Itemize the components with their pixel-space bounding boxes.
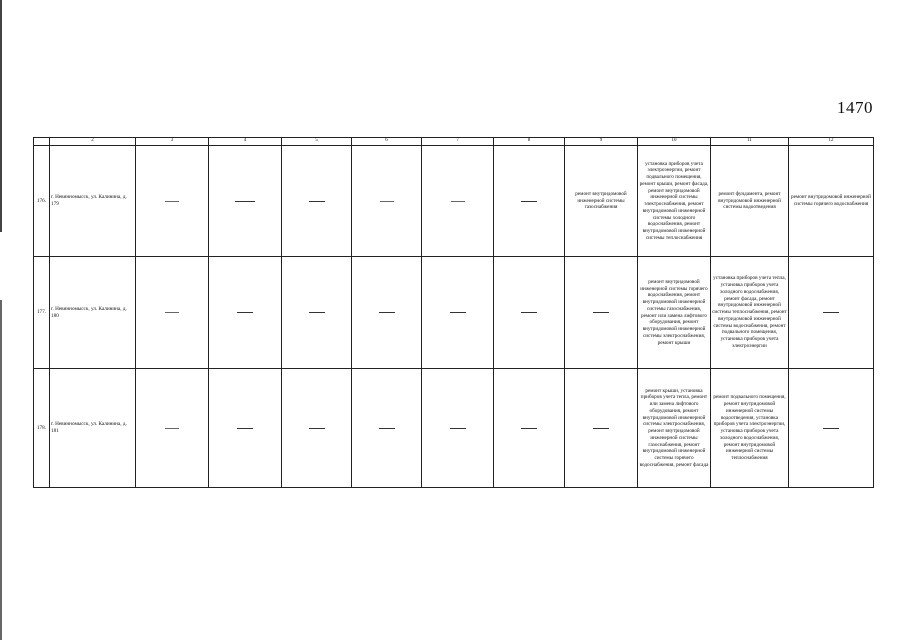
dash-mark <box>237 428 253 429</box>
empty-dash-cell <box>136 257 209 369</box>
row-number: 176. <box>34 146 50 257</box>
column-number: 9 <box>565 138 638 146</box>
dash-mark <box>379 428 395 429</box>
cell-col10: ремонт внутридомовой инженерной системы горячего водоснабжения, ремонт внутридомовой инженерной системы газоснабжения, ремонт или замена лифтового оборудования, ремонт внутридомовой инженерной системы электроснабжения, ремонт крыши <box>638 257 711 369</box>
cell-col10: установка приборов учета электроэнергии, ремонт подвального помещения, ремонт крыши, ремонт фасада, ремонт внутридомовой инженерной системы электроснабжения, ремонт внутридомовой инженерной системы холодного водоснабжения, ремонт внутридомовой инженерной системы теплоснабжения <box>638 146 711 257</box>
empty-dash-cell <box>494 257 565 369</box>
dash-mark <box>309 312 325 313</box>
row-address: г. Невинномысск, ул. Калинина, д. 181 <box>50 369 136 488</box>
row-address: г. Невинномысск, ул. Калинина, д. 180 <box>50 257 136 369</box>
column-number: 5 <box>282 138 352 146</box>
dash-mark <box>380 201 394 202</box>
row-address: г. Невинномысск, ул. Калинина, д. 179 <box>50 146 136 257</box>
cell-col10: ремонт крыши, установка приборов учета тепла, ремонт или замена лифтового оборудования, ремонт внутридомовой инженерной системы электроснабжения, ремонт внутридомовой инженерной системы газоснабжения, ремонт внутридомовой инженерной системы горячего водоснабжения, ремонт фасада <box>638 369 711 488</box>
empty-dash-cell <box>282 146 352 257</box>
column-number: 3 <box>136 138 209 146</box>
empty-dash-cell <box>352 257 422 369</box>
cell-col11: установка приборов учета тепла, установка приборов учета холодного водоснабжения, ремонт фасада, ремонт внутридомовой инженерной системы теплоснабжения, ремонт внутридомовой инженерной системы водоснабжения, ремонт подвального помещения, установка приборов учета электроэнергии <box>711 257 789 369</box>
column-number <box>34 138 50 146</box>
empty-dash-cell <box>209 146 282 257</box>
column-number: 4 <box>209 138 282 146</box>
dash-mark <box>521 428 537 429</box>
dash-mark <box>165 312 179 313</box>
column-number: 6 <box>352 138 422 146</box>
table-row <box>34 257 874 369</box>
column-number: 10 <box>638 138 711 146</box>
empty-dash-cell <box>209 369 282 488</box>
empty-dash-cell <box>422 146 494 257</box>
column-number: 2 <box>50 138 136 146</box>
row-number: 178. <box>34 369 50 488</box>
empty-dash-cell <box>136 369 209 488</box>
column-number: 8 <box>494 138 565 146</box>
housing-repair-table <box>33 137 874 488</box>
column-number: 11 <box>711 138 789 146</box>
dash-mark <box>521 201 537 202</box>
table-row <box>34 146 874 257</box>
empty-dash-cell <box>352 369 422 488</box>
empty-dash-cell <box>494 146 565 257</box>
dash-mark <box>379 312 395 313</box>
scan-edge-top <box>0 0 2 232</box>
page-number: 1470 <box>837 98 873 117</box>
empty-dash-cell <box>209 257 282 369</box>
column-number-row <box>34 138 874 146</box>
empty-dash-cell <box>494 369 565 488</box>
empty-dash-cell <box>422 369 494 488</box>
empty-dash-cell <box>422 257 494 369</box>
row-number: 177. <box>34 257 50 369</box>
dash-mark <box>450 428 466 429</box>
dash-mark <box>309 201 325 202</box>
dash-mark <box>823 428 839 429</box>
cell-col11: ремонт фундамента, ремонт внутридомовой инженерной системы водоотведения <box>711 146 789 257</box>
dash-mark <box>450 312 466 313</box>
dash-mark <box>593 428 609 429</box>
empty-dash-cell <box>136 146 209 257</box>
dash-mark <box>237 312 253 313</box>
empty-dash-cell <box>565 369 638 488</box>
dash-mark <box>309 428 325 429</box>
empty-dash-cell <box>565 257 638 369</box>
dash-mark <box>451 201 465 202</box>
cell-col12: ремонт внутридомовой инженерной системы горячего водоснабжения <box>789 146 874 257</box>
dash-mark <box>521 312 537 313</box>
empty-dash-cell <box>282 257 352 369</box>
column-number: 7 <box>422 138 494 146</box>
cell-col11: ремонт подвального помещения, ремонт внутридомовой инженерной системы водоотведения, установка приборов учета электроэнергии, установка приборов учета холодного водоснабжения, ремонт внутридомовой инженерной системы теплоснабжения <box>711 369 789 488</box>
empty-dash-cell <box>789 369 874 488</box>
dash-mark <box>235 201 255 202</box>
empty-dash-cell <box>352 146 422 257</box>
empty-dash-cell <box>789 257 874 369</box>
table-row <box>34 369 874 488</box>
column-number: 12 <box>789 138 874 146</box>
dash-mark <box>165 201 179 202</box>
dash-mark <box>165 428 179 429</box>
empty-dash-cell <box>282 369 352 488</box>
dash-mark <box>593 312 609 313</box>
dash-mark <box>823 312 839 313</box>
cell-col9: ремонт внутридомовой инженерной системы газоснабжения <box>565 146 638 257</box>
scan-edge-bottom <box>0 300 2 640</box>
